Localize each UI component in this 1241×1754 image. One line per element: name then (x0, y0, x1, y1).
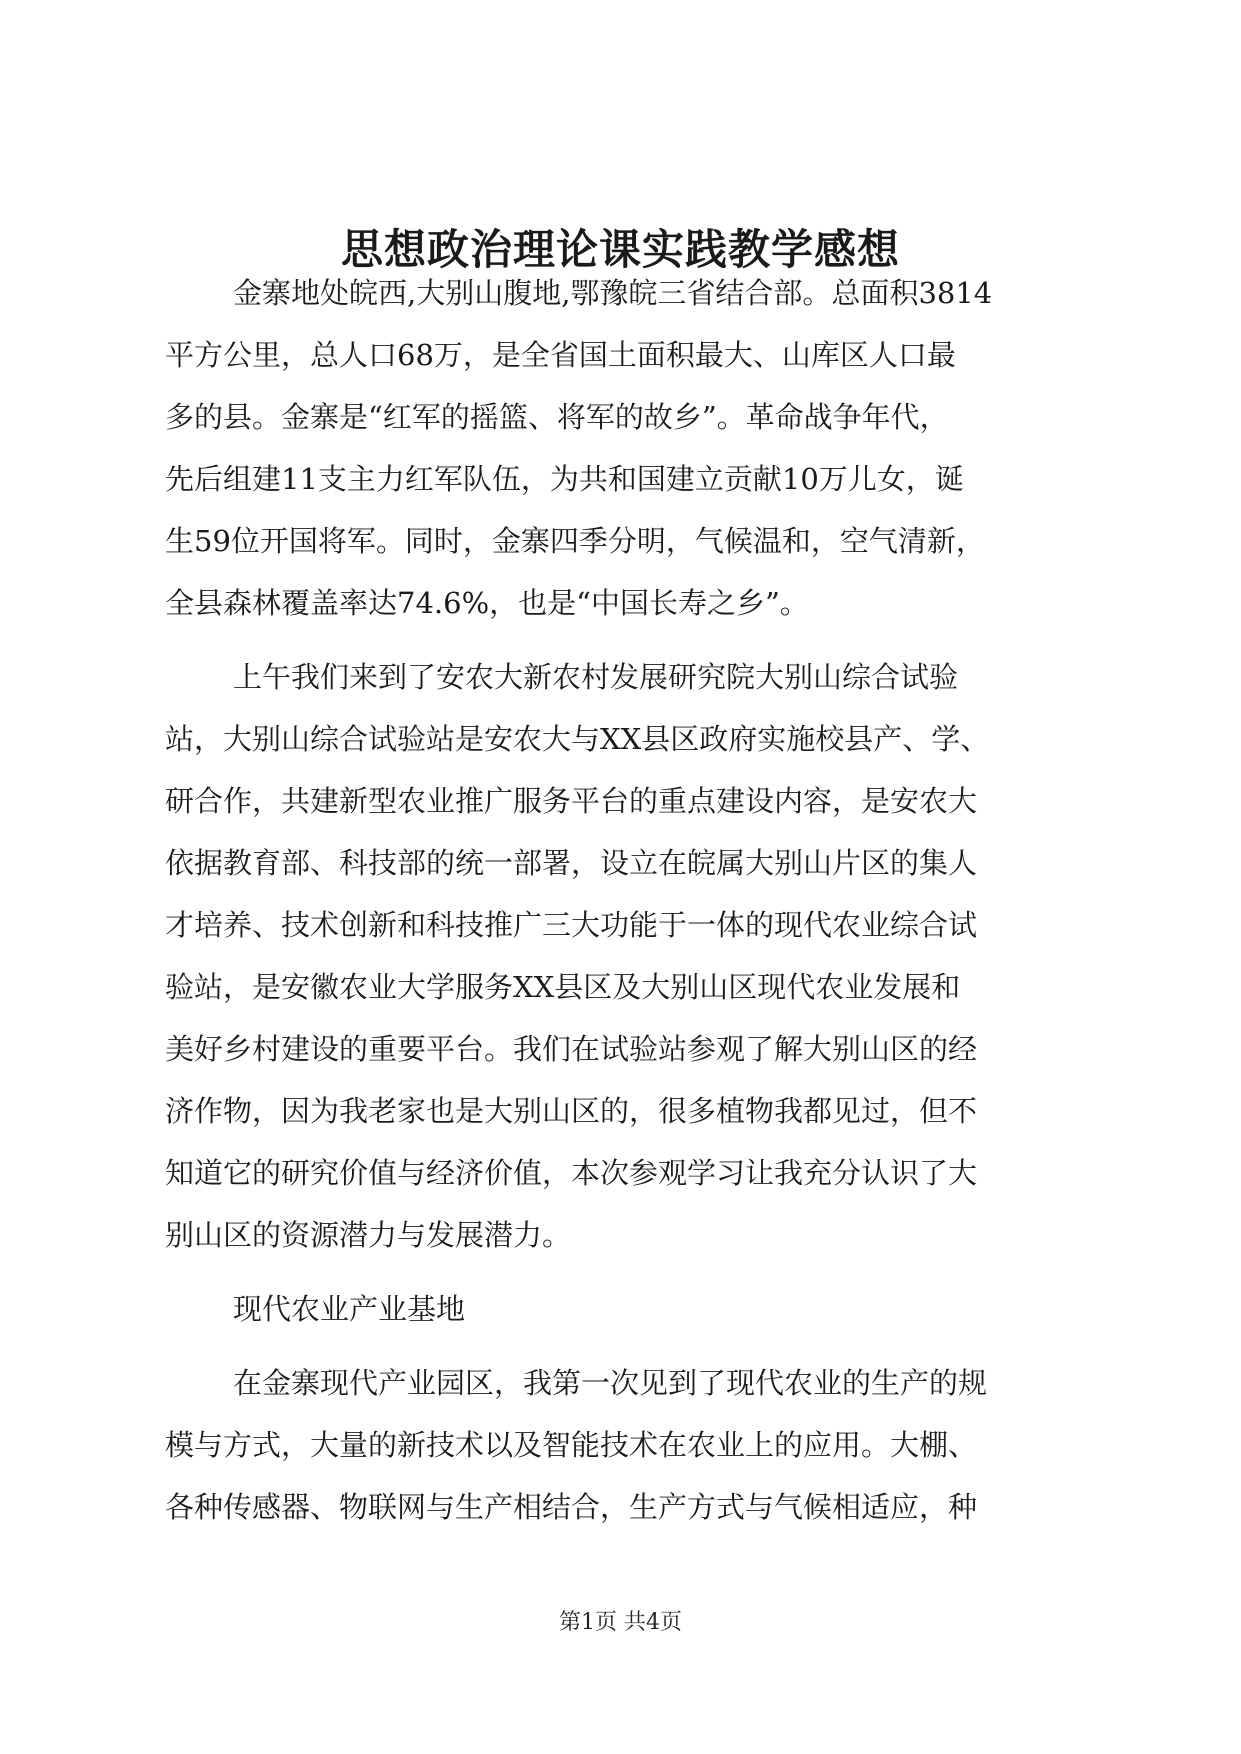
paragraph-1-line-5: 生59位开国将军。同时，金寨四季分明，气候温和，空气清新， (165, 524, 985, 558)
paragraph-2-line-7: 美好乡村建设的重要平台。我们在试验站参观了解大别山区的经 (165, 1032, 978, 1066)
paragraph-2-line-2: 站，大别山综合试验站是安农大与XX县区政府实施校县产、学、 (165, 722, 990, 756)
document-body (165, 262, 1085, 1538)
paragraph-1-line-6: 全县森林覆盖率达74.6%，也是“中国长寿之乡”。 (165, 586, 809, 620)
section-heading: 现代农业产业基地 (233, 1292, 466, 1326)
paragraph-2-line-5: 才培养、技术创新和科技推广三大功能于一体的现代农业综合试 (165, 908, 978, 942)
paragraph-1-line-3: 多的县。金寨是“红军的摇篮、将军的故乡”。革命战争年代， (165, 400, 949, 434)
paragraph-1-line-2: 平方公里，总人口68万，是全省国土面积最大、山库区人口最 (165, 338, 956, 372)
paragraph-2-line-6: 验站，是安徽农业大学服务XX县区及大别山区现代农业发展和 (165, 970, 961, 1004)
document-title: 思想政治理论课实践教学感想 (340, 225, 900, 274)
paragraph-3-line-1: 在金寨现代产业园区，我第一次见到了现代农业的生产的规 (233, 1366, 988, 1400)
paragraph-1-line-4: 先后组建11支主力红军队伍，为共和国建立贡献10万儿女，诞 (165, 462, 964, 496)
paragraph-3-line-2: 模与方式，大量的新技术以及智能技术在农业上的应用。大棚、 (165, 1428, 978, 1462)
paragraph-2-line-3: 研合作，共建新型农业推广服务平台的重点建设内容，是安农大 (165, 784, 978, 818)
paragraph-2-line-9: 知道它的研究价值与经济价值，本次参观学习让我充分认识了大 (165, 1156, 978, 1190)
paragraph-2-line-10: 别山区的资源潜力与发展潜力。 (165, 1218, 572, 1252)
paragraph-2-line-1: 上午我们来到了安农大新农村发展研究院大别山综合试验 (233, 660, 959, 694)
paragraph-2-line-4: 依据教育部、科技部的统一部署，设立在皖属大别山片区的集人 (165, 846, 978, 880)
paragraph-1-line-1: 金寨地处皖西,大别山腹地,鄂豫皖三省结合部。总面积3814 (233, 276, 993, 310)
paragraph-3-line-3: 各种传感器、物联网与生产相结合，生产方式与气候相适应，种 (165, 1490, 978, 1524)
page-footer: 第1页 共4页 (559, 1610, 682, 1635)
paragraph-2-line-8: 济作物，因为我老家也是大别山区的，很多植物我都见过，但不 (165, 1094, 978, 1128)
